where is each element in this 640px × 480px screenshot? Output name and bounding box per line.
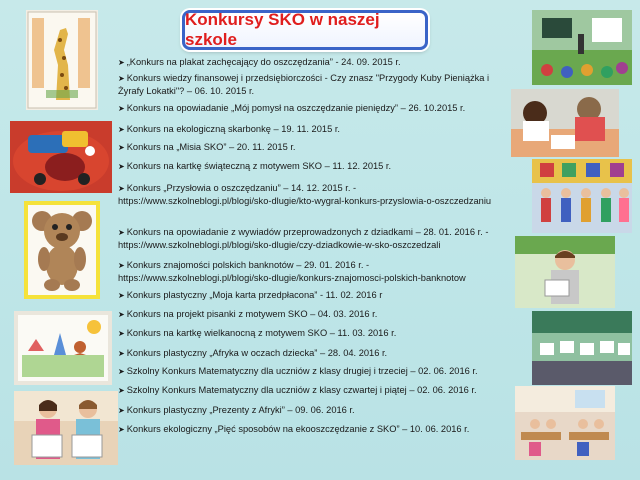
classroom-presentation-image bbox=[532, 10, 632, 85]
arrow-icon: ➤ bbox=[118, 143, 125, 152]
list-item bbox=[118, 404, 510, 417]
list-item-text: Konkurs znajomości polskich banknotów – 29. 01. 2016 r. - https://www.szkolneblogi.pl/blogi/sko-dlugie/konkurs-znajomosci-polskich-banknotow bbox=[118, 260, 466, 283]
arrow-icon: ➤ bbox=[118, 329, 125, 338]
list-item bbox=[118, 347, 510, 360]
list-item bbox=[118, 226, 510, 251]
list-item bbox=[118, 384, 510, 397]
arrow-icon: ➤ bbox=[118, 261, 125, 270]
list-item-text: Konkurs wiedzy finansowej i przedsiębiorczości - Czy znasz "Przygody Kuby Pieniążka i Żyrafy Lokatki"? – 06. 10. 2015 r. bbox=[118, 73, 490, 96]
list-item bbox=[118, 56, 510, 69]
list-item bbox=[118, 160, 510, 173]
list-item-text: Konkurs na opowiadanie „Mój pomysł na oszczędzanie pieniędzy” – 26. 10.2015 r. bbox=[126, 103, 466, 113]
list-item-text: Konkurs plastyczny „Afryka w oczach dziecka” – 28. 04. 2016 r. bbox=[126, 348, 388, 358]
list-item-text: Konkurs na „Misia SKO” – 20. 11. 2015 r. bbox=[126, 142, 296, 152]
list-item-text: Konkurs plastyczny „Prezenty z Afryki” – 09. 06. 2016 r. bbox=[126, 405, 355, 415]
two-girls-photo bbox=[14, 391, 118, 465]
list-item-text: „Konkurs na plakat zachęcający do oszczędzania” - 24. 09. 2015 r. bbox=[126, 57, 401, 67]
slide-title: Konkursy SKO w naszej szkole bbox=[185, 10, 380, 49]
list-item-text: Konkurs na kartkę wielkanocną z motywem SKO – 11. 03. 2016 r. bbox=[126, 328, 397, 338]
arrow-icon: ➤ bbox=[118, 425, 125, 434]
list-item-text: Konkurs ekologiczny „Pięć sposobów na ekooszczędzanie z SKO” – 10. 06. 2016 r. bbox=[126, 424, 470, 434]
list-item bbox=[118, 259, 510, 284]
list-item-text: Konkurs na projekt pisanki z motywem SKO – 04. 03. 2016 r. bbox=[126, 309, 378, 319]
two-girls-image bbox=[14, 391, 118, 465]
list-item bbox=[118, 365, 510, 378]
children-drawing-image bbox=[14, 311, 112, 385]
boy-with-card-photo bbox=[515, 236, 615, 308]
arrow-icon: ➤ bbox=[118, 58, 125, 67]
arrow-icon: ➤ bbox=[118, 162, 125, 171]
boy-with-card-image bbox=[515, 236, 615, 308]
teddy-bear-image bbox=[24, 201, 100, 299]
list-item bbox=[118, 289, 510, 302]
list-item-text: Konkurs na kartkę świąteczną z motywem SKO – 11. 12. 2015 r. bbox=[126, 161, 392, 171]
arrow-icon: ➤ bbox=[118, 104, 125, 113]
list-item bbox=[118, 308, 510, 321]
list-item bbox=[118, 141, 510, 154]
list-item bbox=[118, 72, 510, 97]
arrow-icon: ➤ bbox=[118, 386, 125, 395]
classroom-desks-image bbox=[515, 386, 615, 460]
arrow-icon: ➤ bbox=[118, 291, 125, 300]
class-with-pictures-photo bbox=[532, 311, 632, 385]
list-item bbox=[118, 423, 510, 436]
classroom-presentation-photo bbox=[532, 10, 632, 85]
list-item bbox=[118, 123, 510, 136]
list-item bbox=[118, 102, 510, 115]
children-writing-photo bbox=[511, 89, 619, 157]
children-drawing-photo bbox=[14, 311, 112, 385]
list-item-text: Konkurs na ekologiczną skarbonkę – 19. 11. 2015 r. bbox=[126, 124, 340, 134]
list-item-text: Szkolny Konkurs Matematyczny dla uczniów z klasy czwartej i piątej – 02. 06. 2016 r. bbox=[126, 385, 477, 395]
arrow-icon: ➤ bbox=[118, 228, 125, 237]
list-item-text: Konkurs na opowiadanie z wywiadów przeprowadzonych z dziadkami – 28. 01. 2016 r. - https://www.szkolneblogi.pl/blogi/sko-dlugie/czy-dziadkowie-w-sko-oszczedzali bbox=[118, 227, 489, 250]
kids-group-photo bbox=[532, 159, 632, 233]
arrow-icon: ➤ bbox=[118, 349, 125, 358]
arrow-icon: ➤ bbox=[118, 74, 125, 83]
list-item-text: Konkurs plastyczny „Moja karta przedpłacona” - 11. 02. 2016 r bbox=[126, 290, 383, 300]
title-banner bbox=[182, 10, 428, 50]
arrow-icon: ➤ bbox=[118, 184, 125, 193]
list-item bbox=[118, 327, 510, 340]
arrow-icon: ➤ bbox=[118, 367, 125, 376]
giraffe-poster-image bbox=[26, 10, 98, 110]
arrow-icon: ➤ bbox=[118, 125, 125, 134]
arrow-icon: ➤ bbox=[118, 406, 125, 415]
piggy-bank-car-photo bbox=[10, 121, 112, 193]
class-with-pictures-image bbox=[532, 311, 632, 385]
giraffe-poster-photo bbox=[26, 10, 98, 110]
list-item bbox=[118, 182, 510, 207]
teddy-bear-photo bbox=[24, 201, 100, 299]
kids-group-image bbox=[532, 159, 632, 233]
arrow-icon: ➤ bbox=[118, 310, 125, 319]
classroom-desks-photo bbox=[515, 386, 615, 460]
children-writing-image bbox=[511, 89, 619, 157]
list-item-text: Szkolny Konkurs Matematyczny dla uczniów z klasy drugiej i trzeciej – 02. 06. 2016 r. bbox=[126, 366, 478, 376]
piggy-bank-car-image bbox=[10, 121, 112, 193]
list-item-text: Konkurs „Przysłowia o oszczędzaniu” – 14. 12. 2015 r. - https://www.szkolneblogi.pl/blogi/sko-dlugie/kto-wygral-konkurs-przyslowia-o-oszczedzaniu bbox=[118, 183, 492, 206]
